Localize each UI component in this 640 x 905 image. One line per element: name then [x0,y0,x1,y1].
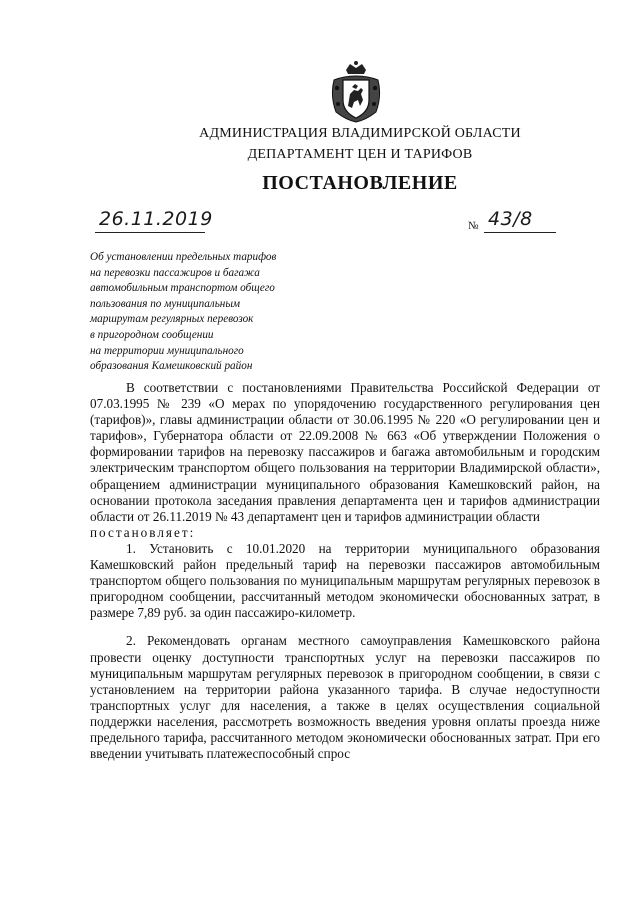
preamble-paragraph [90,380,600,525]
subject-line: пользования по муниципальным [90,297,241,310]
date-field [95,208,213,233]
organization-name: АДМИНИСТРАЦИЯ ВЛАДИМИРСКОЙ ОБЛАСТИ [199,126,521,141]
handwritten-number: 43/8 [488,208,533,230]
subject-line: на территории муниципального [90,344,244,357]
number-field [484,208,556,233]
item-2-paragraph: 2. Рекомендовать органам местного самоуправления Камешковского района провести оценку доступности транспортных услуг на перевозки пассажиров по муниципальным маршрутам регулярных перевозок в пригородном сообщении, в связи с установлением на территории района указанного тарифа. В случае недоступности транспортных услуг для населения, а также в целях осуществления социальной поддержки населения, рассмотреть возможность введения уровня оплаты проезда ниже предельного тарифа, рассчитанного методом экономически обоснованных затрат. При его введении учитывать платежеспособный спрос [90,633,600,762]
department-name: ДЕПАРТАМЕНТ ЦЕН И ТАРИФОВ [247,147,473,162]
document-body [90,380,600,762]
subject-line: образования Камешковский район [90,360,253,373]
handwritten-date: 26.11.2019 [99,208,213,230]
subject-line: маршрутам регулярных перевозок [90,313,254,326]
item-1-paragraph: 1. Установить с 10.01.2020 на территории муниципального образования Камешковский район предельный тариф на перевозки пассажиров автомобильным транспортом общего пользования по муниципальным маршрутам регулярных перевозок в пригородном сообщении, рассчитанный методом экономически обоснованных затрат, в размере 7,89 руб. за один пассажиро-километр. [90,540,600,621]
subject-line: в пригородном сообщении [90,328,214,341]
preamble-text: В соответствии с постановлениями Правительства Российской Федерации от 07.03.1995 № 239 «О мерах по упорядочению государственного регулирования цен (тарифов)», главы администрации области от 30.06.1995 № 220 «О регулировании цен и тарифов», Губернатора области от 22.09.2008 № 663 «Об утверждении Положения о формировании тарифов на перевозку пассажиров и багажа автомобильным и городским электрическим транспортом общего пользования на территории Владимирской области», обращением администрации муниципального образования Камешковский район, на основании протокола заседания правления департамента цен и тарифов администрации области от 26.11.2019 № 43 департамент цен и тарифов администрации области [90,380,600,524]
subject-line: автомобильным транспортом общего [90,282,275,295]
subject-line: Об установлении предельных тарифов [90,251,277,263]
subject-line: на перевозки пассажиров и багажа [90,266,260,279]
number-sign: № [468,220,479,232]
document-title: ПОСТАНОВЛЕНИЕ [262,172,458,194]
subject-block [90,250,330,375]
coat-of-arms-emblem [328,60,384,124]
decree-word: постановляет: [90,524,196,540]
